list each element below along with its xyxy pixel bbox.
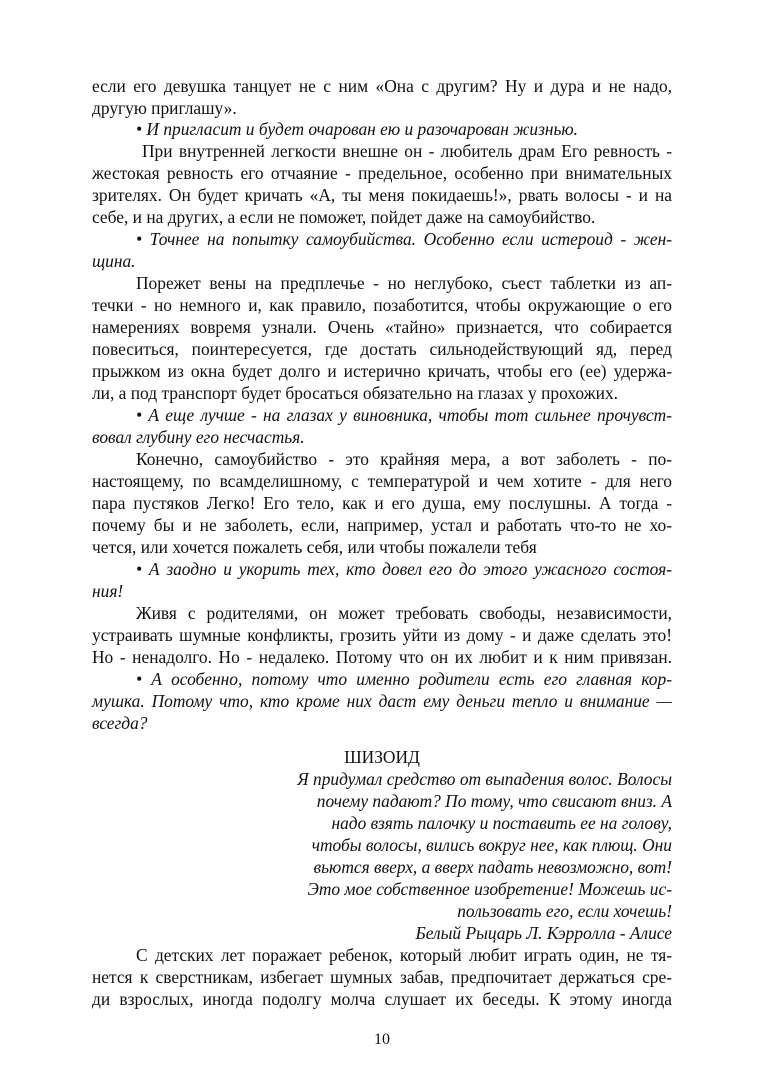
text-line: ди взрослых, иногда подолгу молча слушает их беседы. К этому иногда <box>92 989 672 1009</box>
text-line: щина. <box>92 251 136 271</box>
text-line: другую приглашу». <box>92 98 237 118</box>
text-line: прыжком из окна будет долго и истерично кричать, чтобы его (ее) удержа- <box>92 361 672 381</box>
text-line: ния! <box>92 581 124 601</box>
text-line: • А еще лучше - на глазах у виновника, чтобы тот сильнее прочувст- <box>136 405 672 425</box>
text-line: вовал глубину его несчастья. <box>92 427 305 447</box>
text-line: • И пригласит и будет очарован ею и разочарован жизнью. <box>136 119 579 139</box>
text-line: намерениях вовремя узнали. Очень «тайно» признается, что собирается <box>92 317 672 337</box>
text-line: течки - но немного и, как правило, позаботится, чтобы окружающие о его <box>92 295 672 315</box>
epigraph-line: вьются вверх, а вверх падать невозможно, вот! <box>313 857 672 877</box>
text-line: устраивать шумные конфликты, грозить уйти из дому - и даже сделать это! <box>92 625 672 645</box>
text-line: • Точнее на попытку самоубийства. Особенно если истероид - жен- <box>136 229 672 249</box>
epigraph-line: Это мое собственное изобретение! Можешь ис- <box>307 879 672 899</box>
text-line: всегда? <box>92 713 148 733</box>
epigraph-line: Я придумал средство от выпадения волос. Волосы <box>297 769 672 789</box>
epigraph-line: почему падают? По тому, что свисают вниз. А <box>316 791 672 811</box>
section-heading: ШИЗОИД <box>344 747 420 767</box>
text-line: • А заодно и укорить тех, кто довел его до этого ужасного состоя- <box>136 559 672 579</box>
text-line: зрителях. Он будет кричать «А, ты меня покидаешь!», рвать волосы - и на <box>92 185 672 205</box>
text-line: Конечно, самоубийство - это крайняя мера, а вот заболеть - по- <box>136 449 672 469</box>
text-line: Живя с родителями, он может требовать свободы, независимости, <box>136 603 672 623</box>
text-line: жестокая ревность его отчаяние - предельное, особенно при внимательных <box>92 163 672 183</box>
text-line: нется к сверстникам, избегает шумных забав, предпочитает держаться сре- <box>92 967 672 987</box>
text-line: настоящему, по всамделишному, с температурой и чем хотите - для него <box>92 471 672 491</box>
epigraph-line: пользовать его, если хочешь! <box>457 901 672 921</box>
text-line: себе, и на других, а если не поможет, пойдет даже на самоубийство. <box>92 207 596 227</box>
text-line: С детских лет поражает ребенок, который любит играть один, не тя- <box>136 945 672 965</box>
text-line: если его девушка танцует не с ним «Она с другим? Ну и дура и не надо, <box>92 76 672 96</box>
text-line: повеситься, поинтересуется, где достать сильнодействующий яд, перед <box>92 339 672 359</box>
text-line: ли, а под транспорт будет бросаться обязательно на глазах у прохожих. <box>92 383 619 403</box>
text-line: пара пустяков Легко! Его тело, как и его душа, ему послушны. А тогда - <box>92 493 672 513</box>
page-number: 10 <box>374 1031 390 1048</box>
text-line: мушка. Потому что, кто кроме них даст ему деньги тепло и внимание — <box>92 691 672 711</box>
text-line: • А особенно, потому что именно родители есть его главная кор- <box>136 669 672 689</box>
text-line: При внутренней легкости внешне он - любитель драм Его ревность - <box>142 141 672 161</box>
text-line: Но - ненадолго. Но - недалеко. Потому что он их любит и к ним привязан. <box>92 647 672 667</box>
text-line: почему бы и не заболеть, если, например, устал и работать что-то не хо- <box>92 515 672 535</box>
epigraph-attribution: Белый Рыцарь Л. Кэрролла - Алисе <box>415 923 672 943</box>
epigraph-line: чтобы волосы, вились вокруг нее, как плющ. Они <box>311 835 672 855</box>
text-line: Порежет вены на предплечье - но неглубоко, съест таблетки из ап- <box>136 273 672 293</box>
epigraph-line: надо взять палочку и поставить ее на голову, <box>331 813 672 833</box>
text-line: чется, или хочется пожалеть себя, или чтобы пожалели тебя <box>92 537 537 557</box>
